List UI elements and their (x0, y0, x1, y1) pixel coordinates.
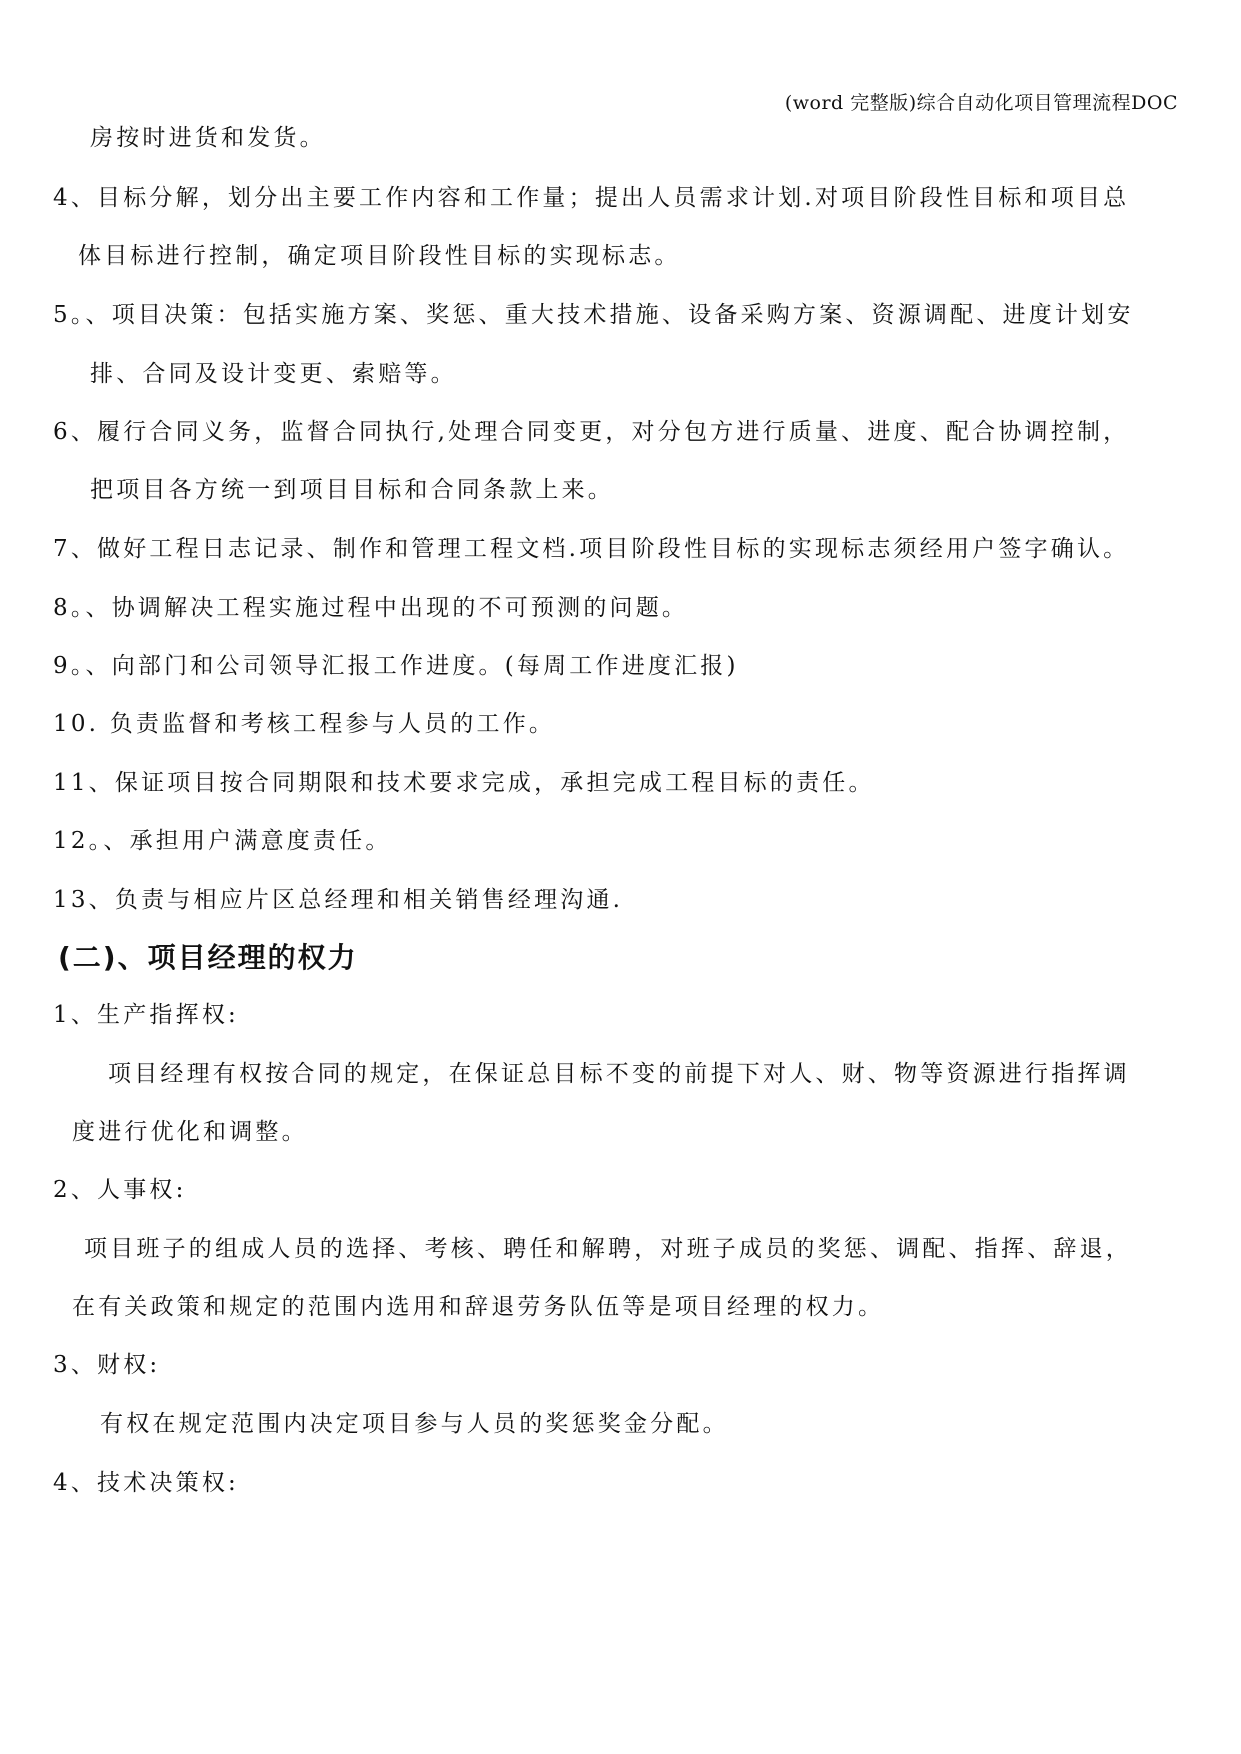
paragraph-line: 把项目各方统一到项目目标和合同条款上来。 (90, 477, 614, 503)
subsection-title: 3、财权: (53, 1352, 161, 1378)
paragraph-line: 房按时进货和发货。 (90, 125, 326, 151)
list-item-4: 4、目标分解，划分出主要工作内容和工作量；提出人员需求计划.对项目阶段性目标和项目总 (53, 185, 1130, 211)
list-item-13: 13、负责与相应片区总经理和相关销售经理沟通. (53, 887, 624, 913)
paragraph-line: 项目经理有权按合同的规定，在保证总目标不变的前提下对人、财、物等资源进行指挥调 (108, 1061, 1130, 1087)
subsection-title: 1、生产指挥权: (53, 1002, 239, 1028)
list-item-10: 10. 负责监督和考核工程参与人员的工作。 (53, 711, 556, 737)
paragraph-line: 体目标进行控制，确定项目阶段性目标的实现标志。 (78, 243, 681, 269)
paragraph-line: 在有关政策和规定的范围内选用和辞退劳务队伍等是项目经理的权力。 (72, 1294, 885, 1320)
list-item-11: 11、保证项目按合同期限和技术要求完成，承担完成工程目标的责任。 (53, 770, 875, 796)
list-item-5: 5。、项目决策：包括实施方案、奖惩、重大技术措施、设备采购方案、资源调配、进度计划安 (53, 302, 1134, 328)
paragraph-line: 有权在规定范围内决定项目参与人员的奖惩奖金分配。 (100, 1411, 729, 1437)
paragraph-line: 度进行优化和调整。 (72, 1119, 308, 1145)
section-heading: (二)、项目经理的权力 (58, 941, 358, 974)
list-item-8: 8。、协调解决工程实施过程中出现的不可预测的问题。 (53, 595, 689, 621)
subsection-title: 4、技术决策权: (53, 1470, 239, 1496)
list-item-12: 12。、承担用户满意度责任。 (53, 828, 392, 854)
paragraph-line: 项目班子的组成人员的选择、考核、聘任和解聘，对班子成员的奖惩、调配、指挥、辞退， (84, 1236, 1132, 1262)
subsection-title: 2、人事权: (53, 1177, 187, 1203)
list-item-6: 6、履行合同义务，监督合同执行,处理合同变更，对分包方进行质量、进度、配合协调控制， (53, 419, 1130, 445)
list-item-7: 7、做好工程日志记录、制作和管理工程文档.项目阶段性目标的实现标志须经用户签字确认。 (53, 536, 1130, 562)
list-item-9: 9。、向部门和公司领导汇报工作进度。(每周工作进度汇报) (53, 653, 739, 679)
page-header: (word 完整版)综合自动化项目管理流程DOC (784, 92, 1178, 114)
paragraph-line: 排、合同及设计变更、索赔等。 (90, 361, 457, 387)
